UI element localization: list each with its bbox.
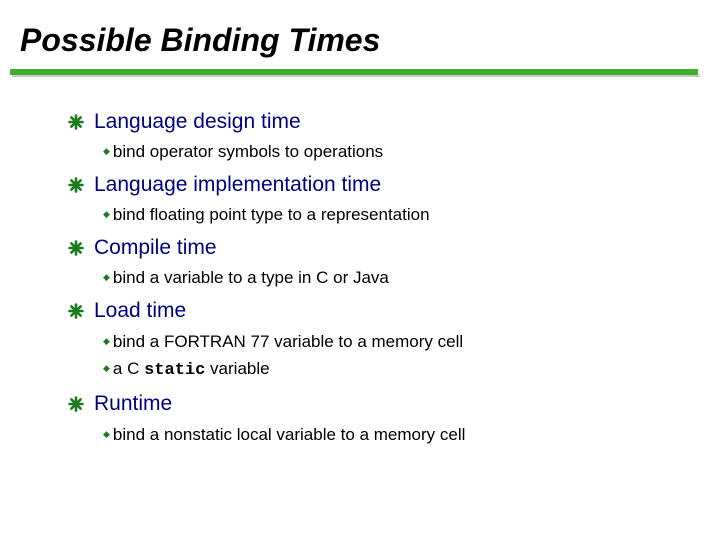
bullet-item-load-time — [68, 299, 186, 323]
bullet-item-language-design-time — [68, 110, 301, 134]
bullet-item-runtime — [68, 392, 172, 416]
sub-item-text: bind operator symbols to operations — [112, 142, 384, 161]
asterisk-flower-icon — [68, 396, 84, 412]
sub-item-text: bind a nonstatic local variable to a memory cell — [112, 425, 466, 444]
slide-title: Possible Binding Times — [20, 22, 381, 58]
bullet-item-label: Language design time — [94, 110, 301, 133]
asterisk-flower-icon — [68, 240, 84, 256]
code-keyword-static: static — [144, 361, 206, 380]
asterisk-flower-icon — [68, 114, 84, 130]
diamond-icon: ◆ — [103, 272, 110, 282]
sub-item — [103, 205, 430, 225]
sub-item-suffix: variable — [205, 359, 270, 378]
sub-item — [103, 268, 389, 288]
asterisk-flower-icon — [68, 177, 84, 193]
bullet-item-compile-time — [68, 236, 217, 260]
diamond-icon: ◆ — [103, 209, 110, 219]
diamond-icon: ◆ — [103, 336, 110, 346]
sub-item — [103, 332, 463, 352]
diamond-icon: ◆ — [103, 146, 110, 156]
sub-item — [103, 142, 383, 162]
bullet-item-label: Compile time — [94, 236, 217, 259]
sub-item-text: bind a variable to a type in C or Java — [112, 268, 389, 287]
sub-item-text: bind floating point type to a representation — [112, 205, 430, 224]
bullet-item-label: Language implementation time — [94, 173, 382, 196]
sub-item — [103, 425, 465, 445]
sub-item-prefix: a C — [112, 359, 145, 378]
bullet-item-language-implementation-time — [68, 173, 381, 197]
asterisk-flower-icon — [68, 303, 84, 319]
sub-item-static — [103, 359, 270, 380]
bullet-item-label: Runtime — [94, 392, 173, 415]
bullet-item-label: Load time — [94, 299, 187, 322]
diamond-icon: ◆ — [103, 363, 110, 373]
sub-item-text: bind a FORTRAN 77 variable to a memory cell — [112, 332, 464, 351]
diamond-icon: ◆ — [103, 429, 110, 439]
